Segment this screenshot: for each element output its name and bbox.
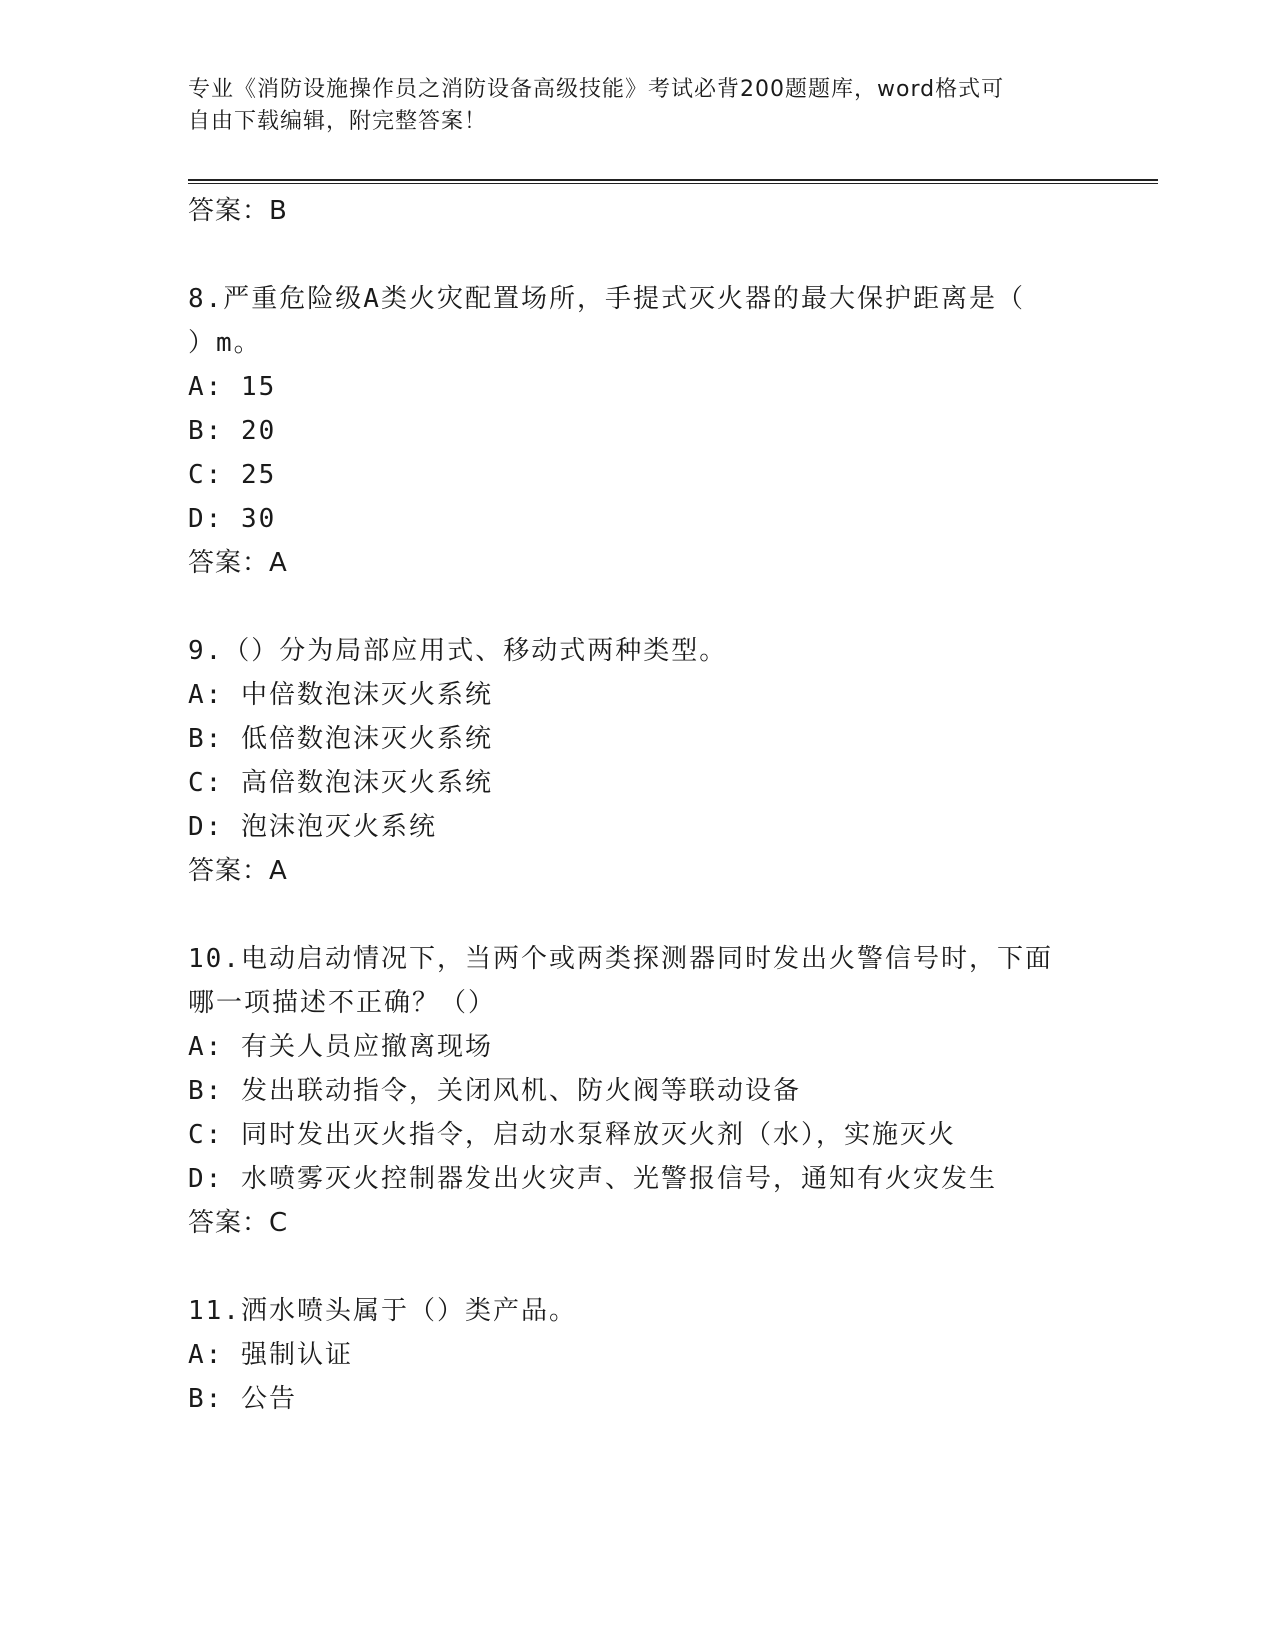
question-10-option-b: B: 发出联动指令，关闭风机、防火阀等联动设备	[188, 1076, 801, 1106]
question-9-option-c: C: 高倍数泡沫灭火系统	[188, 768, 493, 798]
question-9-answer: 答案：A	[188, 856, 288, 886]
question-9-option-a: A: 中倍数泡沫灭火系统	[188, 680, 493, 710]
question-8-option-b: B: 20	[188, 416, 277, 446]
question-8-option-a: A: 15	[188, 372, 277, 402]
question-11-option-a: A: 强制认证	[188, 1340, 353, 1370]
header-divider	[188, 179, 1158, 184]
question-11-stem-line-1: 11.洒水喷头属于（）类产品。	[188, 1296, 577, 1326]
question-8-stem-line-2: ）m。	[188, 328, 262, 358]
previous-answer: 答案：B	[188, 196, 288, 226]
document-header	[188, 74, 1088, 138]
header-line-2: 自由下载编辑，附完整答案！	[188, 109, 488, 134]
question-9-option-d: D: 泡沫泡灭火系统	[188, 812, 437, 842]
question-10-option-a: A: 有关人员应撤离现场	[188, 1032, 493, 1062]
header-line-1: 专业《消防设施操作员之消防设备高级技能》考试必背200题题库，word格式可	[188, 77, 1005, 102]
question-8-answer: 答案：A	[188, 548, 288, 578]
question-9-stem-line-1: 9.（）分为局部应用式、移动式两种类型。	[188, 636, 728, 666]
question-9-option-b: B: 低倍数泡沫灭火系统	[188, 724, 493, 754]
question-8-stem-line-1: 8.严重危险级A类火灾配置场所，手提式灭火器的最大保护距离是（	[188, 284, 1025, 314]
question-10-option-d: D: 水喷雾灭火控制器发出火灾声、光警报信号，通知有火灾发生	[188, 1164, 997, 1194]
question-10-option-c: C: 同时发出灭火指令，启动水泵释放灭火剂（水），实施灭火	[188, 1120, 956, 1150]
question-11-option-b: B: 公告	[188, 1384, 297, 1414]
question-10-stem-line-2: 哪一项描述不正确？（）	[188, 988, 497, 1018]
question-10-answer: 答案：C	[188, 1208, 289, 1238]
question-8-option-c: C: 25	[188, 460, 277, 490]
question-10-stem-line-1: 10.电动启动情况下，当两个或两类探测器同时发出火警信号时，下面	[188, 944, 1053, 974]
question-8-option-d: D: 30	[188, 504, 277, 534]
